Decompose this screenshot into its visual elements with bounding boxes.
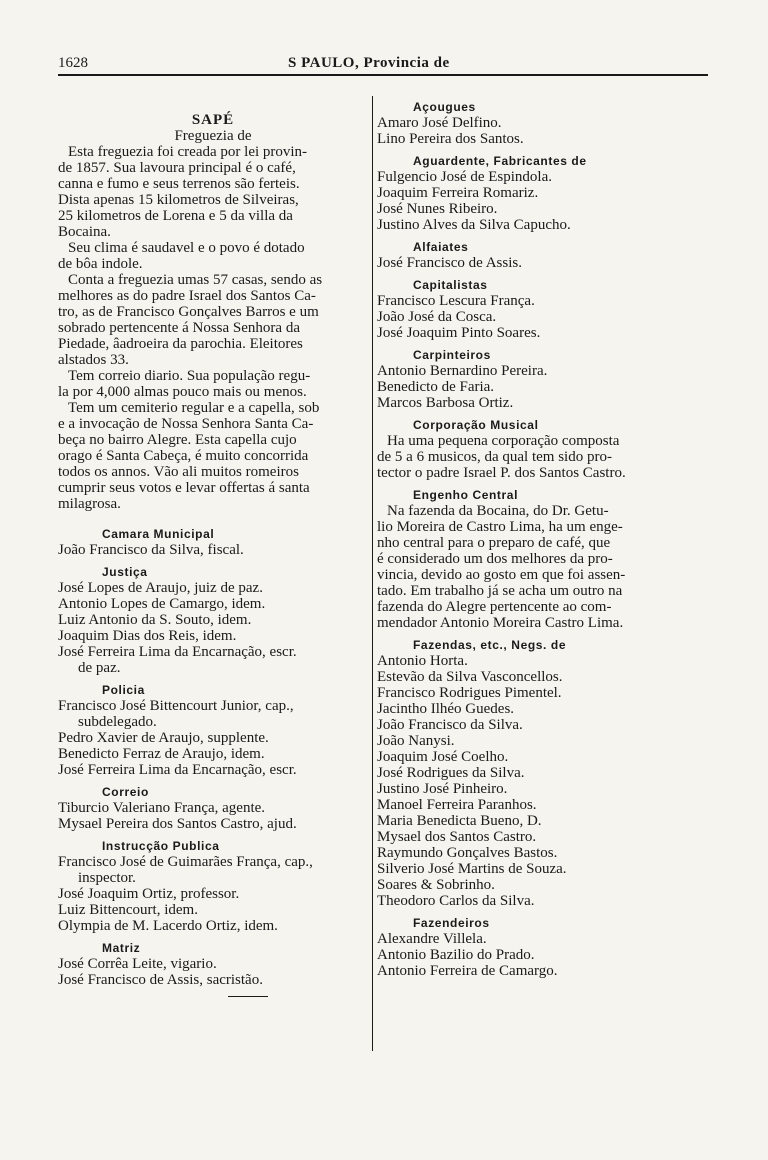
page-number: 1628 <box>58 55 88 71</box>
entry-line: Francisco José Bittencourt Junior, cap., <box>58 698 294 714</box>
section-heading: Capitalistas <box>413 278 488 292</box>
entry-line: João Nanysi. <box>377 733 455 749</box>
entry-line: João Francisco da Silva, fiscal. <box>58 542 244 558</box>
paragraph-line: fazenda do Alegre pertencente ao com- <box>377 599 612 615</box>
entry-line: Justino Alves da Silva Capucho. <box>377 217 571 233</box>
entry-line: Lino Pereira dos Santos. <box>377 131 524 147</box>
entry-line: José Corrêa Leite, vigario. <box>58 956 217 972</box>
paragraph-line: de 5 a 6 musicos, da qual tem sido pro- <box>377 449 612 465</box>
intro-line: melhores as do padre Israel dos Santos Ca- <box>58 288 316 304</box>
entry-line: Luiz Antonio da S. Souto, idem. <box>58 612 252 628</box>
section-heading: Açougues <box>413 100 476 114</box>
left-sections <box>58 512 368 988</box>
entry-line: de paz. <box>78 660 121 676</box>
right-column <box>377 99 702 979</box>
intro-text <box>58 144 368 512</box>
intro-line: tro, as de Francisco Gonçalves Barros e um <box>58 304 319 320</box>
entry-line: Antonio Horta. <box>377 653 468 669</box>
paragraph-line: é considerado um dos melhores da pro- <box>377 551 613 567</box>
entry-line: Joaquim Dias dos Reis, idem. <box>58 628 237 644</box>
intro-line: Bocaina. <box>58 224 111 240</box>
entry-line: Mysael dos Santos Castro. <box>377 829 537 845</box>
section-heading: Policia <box>102 683 145 697</box>
spacer <box>58 512 368 526</box>
entry-line: João Francisco da Silva. <box>377 717 523 733</box>
section-heading: Justiça <box>102 565 148 579</box>
paragraph-line: tado. Em trabalho já se acha um outro na <box>377 583 623 599</box>
entry-line: José Ferreira Lima da Encarnação, escr. <box>58 762 297 778</box>
section-heading: Carpinteiros <box>413 348 491 362</box>
intro-line: 25 kilometros de Lorena e 5 da villa da <box>58 208 293 224</box>
entry-line: José Nunes Ribeiro. <box>377 201 498 217</box>
intro-line: Dista apenas 15 kilometros de Silveiras, <box>58 192 299 208</box>
entry-line: Soares & Sobrinho. <box>377 877 495 893</box>
entry-line: subdelegado. <box>78 714 157 730</box>
entry-line: Tiburcio Valeriano França, agente. <box>58 800 266 816</box>
entry-line: José Lopes de Araujo, juiz de paz. <box>58 580 263 596</box>
paragraph-line: lio Moreira de Castro Lima, ha um enge- <box>377 519 623 535</box>
entry-line: Theodoro Carlos da Silva. <box>377 893 535 909</box>
paragraph-line: vincia, devido ao gosto em que foi assen- <box>377 567 626 583</box>
right-sections <box>377 99 702 979</box>
intro-line: canna e fumo e seus terrenos são ferteis. <box>58 176 300 192</box>
entry-line: Antonio Bazilio do Prado. <box>377 947 535 963</box>
entry-line: Antonio Lopes de Camargo, idem. <box>58 596 266 612</box>
entry-line: Silverio José Martins de Souza. <box>377 861 567 877</box>
paragraph-line: Ha uma pequena corporação composta <box>387 433 620 449</box>
paragraph-line: Na fazenda da Bocaina, do Dr. Getu- <box>387 503 609 519</box>
entry-line: Jacintho Ilhéo Guedes. <box>377 701 515 717</box>
intro-line: e a invocação de Nossa Senhora Santa Ca- <box>58 416 314 432</box>
entry-line: Benedicto de Faria. <box>377 379 495 395</box>
header-rule <box>58 74 708 76</box>
paragraph-line: nho central para o preparo de café, que <box>377 535 611 551</box>
section-heading: Matriz <box>102 941 141 955</box>
entry-line: Justino José Pinheiro. <box>377 781 508 797</box>
section-heading: Engenho Central <box>413 488 519 502</box>
end-rule <box>228 996 268 997</box>
intro-line: de bôa indole. <box>58 256 143 272</box>
page-header <box>58 55 708 75</box>
section-heading: Corporação Musical <box>413 418 539 432</box>
intro-line: Tem um cemiterio regular e a capella, sob <box>68 400 320 416</box>
intro-line: Conta a freguezia umas 57 casas, sendo as <box>68 272 323 288</box>
entry-line: José Francisco de Assis. <box>377 255 522 271</box>
entry-line: Raymundo Gonçalves Bastos. <box>377 845 558 861</box>
entry-line: Manoel Ferreira Paranhos. <box>377 797 537 813</box>
entry-line: Estevão da Silva Vasconcellos. <box>377 669 563 685</box>
paragraph-line: tector o padre Israel P. dos Santos Castro. <box>377 465 626 481</box>
intro-line: Tem correio diario. Sua população regu- <box>68 368 311 384</box>
section-heading: Camara Municipal <box>102 527 215 541</box>
entry-line: Mysael Pereira dos Santos Castro, ajud. <box>58 816 297 832</box>
intro-line: beça no bairro Alegre. Esta capella cujo <box>58 432 297 448</box>
section-heading: Fazendeiros <box>413 916 490 930</box>
column-divider <box>372 96 373 1051</box>
entry-line: Antonio Ferreira de Camargo. <box>377 963 558 979</box>
section-heading: Instrucção Publica <box>102 839 220 853</box>
intro-line: todos os annos. Vão ali muitos romeiros <box>58 464 299 480</box>
section-subtitle: Freguezia de <box>174 128 252 144</box>
entry-line: Pedro Xavier de Araujo, supplente. <box>58 730 269 746</box>
intro-line: de 1857. Sua lavoura principal é o café, <box>58 160 296 176</box>
entry-line: Fulgencio José de Espindola. <box>377 169 552 185</box>
section-heading: Aguardente, Fabricantes de <box>413 154 587 168</box>
entry-line: Benedicto Ferraz de Araujo, idem. <box>58 746 265 762</box>
entry-line: José Ferreira Lima da Encarnação, escr. <box>58 644 297 660</box>
intro-line: Piedade, âadroeira da parochia. Eleitores <box>58 336 303 352</box>
entry-line: José Rodrigues da Silva. <box>377 765 525 781</box>
entry-line: José Joaquim Pinto Soares. <box>377 325 541 341</box>
entry-line: José Francisco de Assis, sacristão. <box>58 972 263 988</box>
entry-line: João José da Cosca. <box>377 309 497 325</box>
entry-line: Alexandre Villela. <box>377 931 487 947</box>
entry-line: Antonio Bernardino Pereira. <box>377 363 548 379</box>
intro-line: Esta freguezia foi creada por lei provin- <box>68 144 308 160</box>
section-heading: Correio <box>102 785 149 799</box>
entry-line: Marcos Barbosa Ortiz. <box>377 395 514 411</box>
entry-line: Joaquim Ferreira Romariz. <box>377 185 539 201</box>
section-title: SAPÉ <box>191 112 235 128</box>
intro-line: orago é Santa Cabeça, é muito concorrida <box>58 448 309 464</box>
entry-line: Amaro José Delfino. <box>377 115 502 131</box>
entry-line: Olympia de M. Lacerdo Ortiz, idem. <box>58 918 278 934</box>
running-title: S PAULO, Provincia de <box>288 55 450 71</box>
intro-line: la por 4,000 almas pouco mais ou menos. <box>58 384 307 400</box>
intro-line: alstados 33. <box>58 352 129 368</box>
intro-line: sobrado pertencente á Nossa Senhora da <box>58 320 300 336</box>
section-heading: Fazendas, etc., Negs. de <box>413 638 567 652</box>
entry-line: Francisco Rodrigues Pimentel. <box>377 685 562 701</box>
entry-line: Joaquim José Coelho. <box>377 749 509 765</box>
entry-line: inspector. <box>78 870 136 886</box>
left-column <box>58 112 368 997</box>
paragraph-line: mendador Antonio Moreira Castro Lima. <box>377 615 624 631</box>
entry-line: Francisco Lescura França. <box>377 293 535 309</box>
section-heading: Alfaiates <box>413 240 469 254</box>
entry-line: Francisco José de Guimarães França, cap., <box>58 854 313 870</box>
entry-line: Maria Benedicta Bueno, D. <box>377 813 542 829</box>
intro-line: Seu clima é saudavel e o povo é dotado <box>68 240 305 256</box>
entry-line: Luiz Bittencourt, idem. <box>58 902 198 918</box>
entry-line: José Joaquim Ortiz, professor. <box>58 886 240 902</box>
intro-line: milagrosa. <box>58 496 121 512</box>
intro-line: cumprir seus votos e levar offertas á santa <box>58 480 310 496</box>
